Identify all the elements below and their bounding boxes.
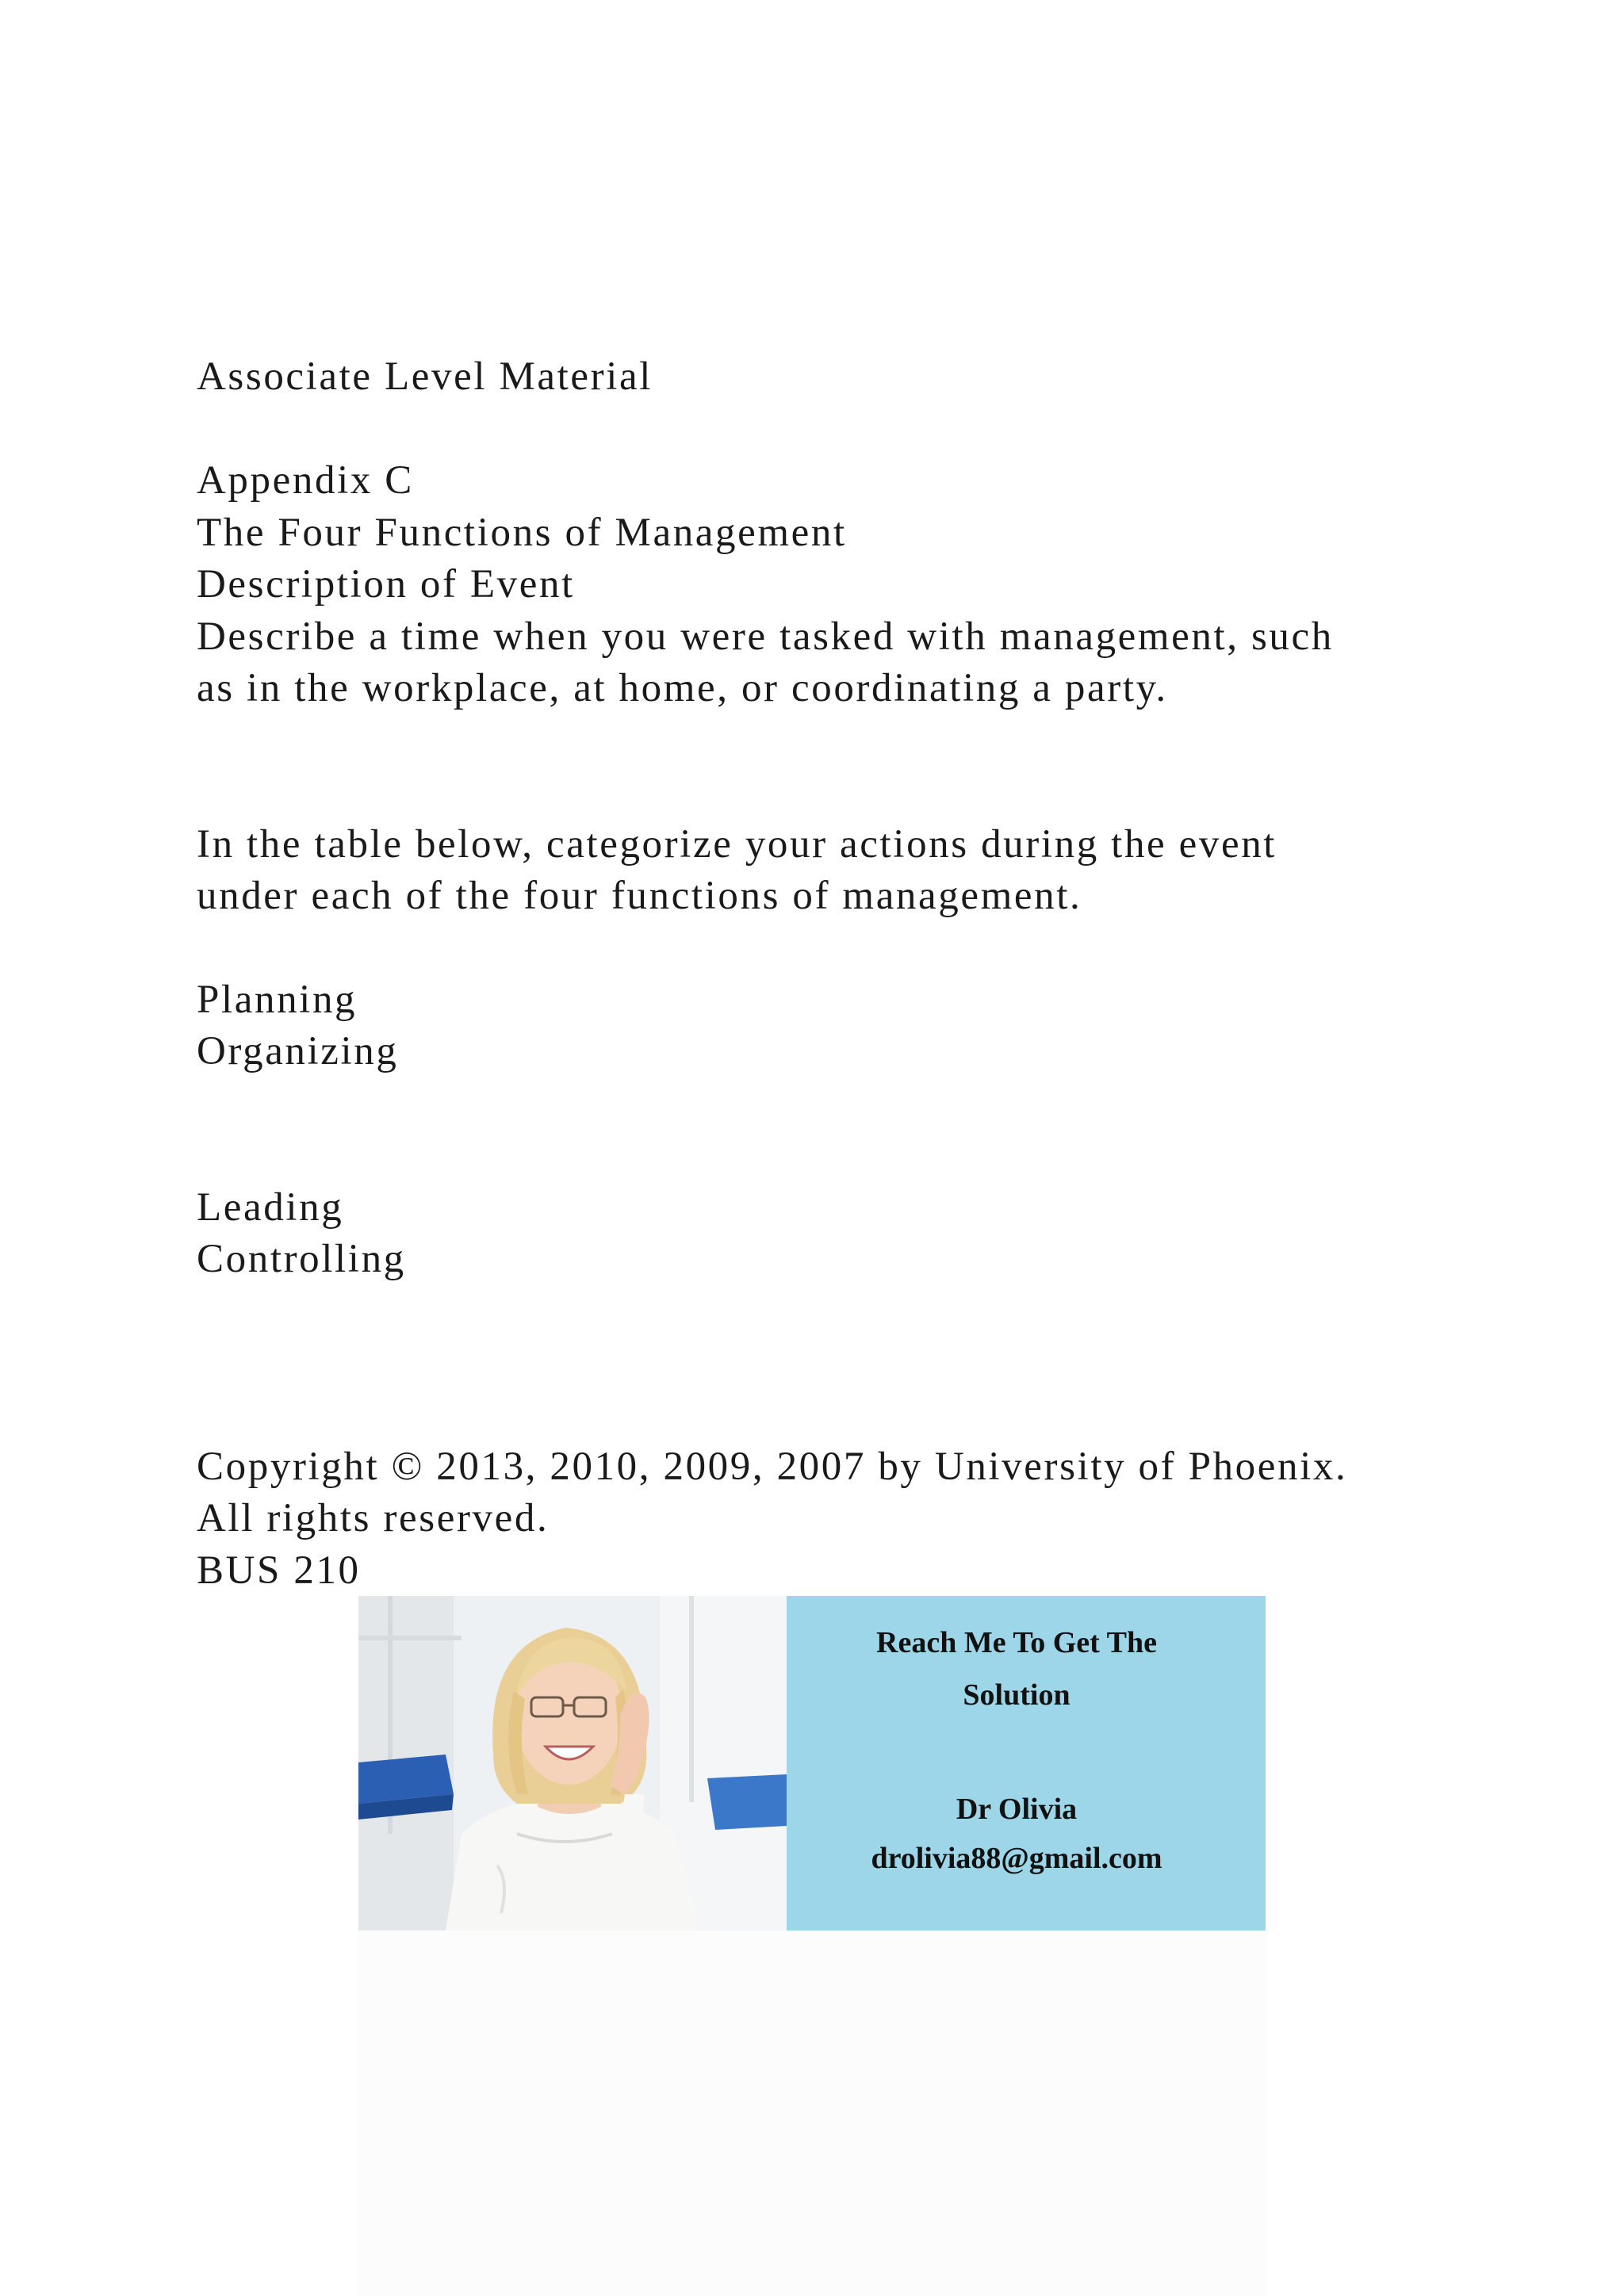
function-planning: Planning — [197, 978, 358, 1022]
contact-email[interactable]: drolivia88@gmail.com — [871, 1842, 1162, 1875]
person-illustration — [358, 1596, 787, 1931]
copyright-line-1: Copyright © 2013, 2010, 2009, 2007 by University of Phoenix. — [197, 1445, 1348, 1489]
document-title: The Four Functions of Management — [197, 511, 847, 555]
header-label: Associate Level Material — [197, 354, 653, 399]
instruction-line-1: In the table below, categorize your actions during the event — [197, 822, 1277, 867]
section-heading: Description of Event — [197, 562, 575, 607]
banner-line-1: Reach Me To Get The — [876, 1626, 1157, 1659]
prompt-line-1: Describe a time when you were tasked with management, such — [197, 614, 1334, 659]
function-controlling: Controlling — [197, 1237, 406, 1281]
contact-panel — [787, 1596, 1266, 1931]
function-leading: Leading — [197, 1185, 344, 1230]
function-organizing: Organizing — [197, 1029, 399, 1073]
banner-line-2: Solution — [963, 1678, 1071, 1712]
contact-banner — [358, 1596, 1266, 1931]
contact-name: Dr Olivia — [956, 1793, 1078, 1826]
course-code: BUS 210 — [197, 1548, 361, 1593]
instruction-line-2: under each of the four functions of management. — [197, 874, 1082, 918]
banner-shadow — [358, 1931, 1266, 2296]
copyright-line-2: All rights reserved. — [197, 1496, 550, 1540]
person-photo — [358, 1596, 787, 1931]
prompt-line-2: as in the workplace, at home, or coordinating a party. — [197, 666, 1168, 710]
appendix-label: Appendix C — [197, 458, 414, 503]
